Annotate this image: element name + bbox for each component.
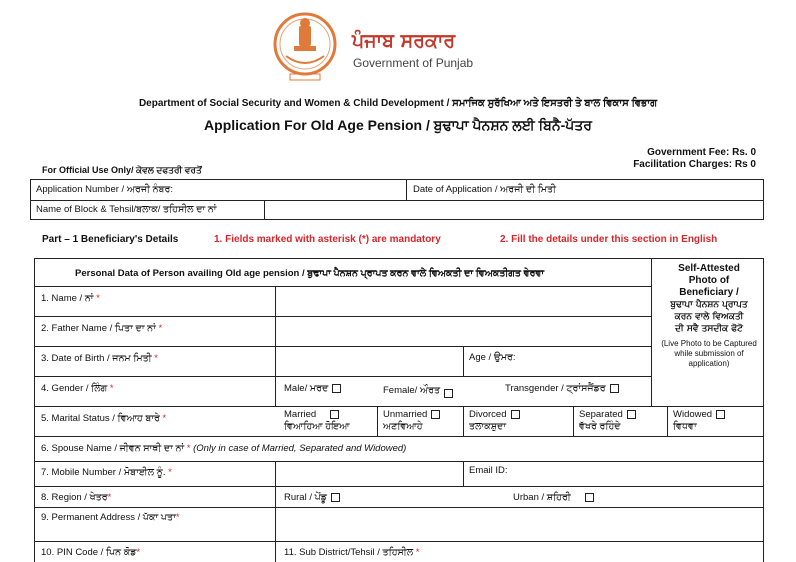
divorced-checkbox[interactable]: [511, 410, 520, 419]
gender-male-option[interactable]: Male/ ਮਰਦ: [284, 383, 341, 394]
brand-title-punjabi: ਪੰਜਾਬ ਸਰਕਾਰ: [352, 30, 456, 52]
region-label: 8. Region / ਖੇਤਰ*: [41, 492, 112, 503]
part1-heading: Part – 1 Beneficiary's Details: [42, 234, 179, 245]
married-checkbox[interactable]: [330, 410, 339, 419]
separated-option[interactable]: Separated ਵੱਖਰੇ ਰਹਿੰਦੇ: [579, 409, 636, 433]
photo-label-5: ਕਰਨ ਵਾਲੇ ਵਿਅਕਤੀ: [674, 312, 744, 322]
block-tehsil-label: Name of Block & Tehsil/ਬਲਾਕ/ ਤਹਿਸੀਲ ਦਾ ਨਾਂ: [36, 204, 217, 215]
address-field[interactable]: [278, 509, 762, 539]
pin-code-label: 10. PIN Code / ਪਿਨ ਕੋਡ*: [41, 547, 141, 558]
region-rural-option[interactable]: Rural / ਪੇਂਡੂ: [284, 492, 340, 503]
unmarried-option[interactable]: Unmarried ਅਣਵਿਆਹੇ: [383, 409, 440, 433]
photo-note: (Live Photo to be Captured while submission of application): [661, 339, 757, 368]
sub-district-label: 11. Sub District/Tehsil / ਤਹਿਸੀਲ *: [284, 547, 420, 558]
facilitation-charges: Facilitation Charges: Rs 0: [633, 159, 756, 170]
divorced-option[interactable]: Divorced ਤਲਾਕਸ਼ੁਦਾ: [469, 409, 520, 433]
urban-checkbox[interactable]: [585, 493, 594, 502]
form-title: Application For Old Age Pension / ਬੁਢਾਪਾ ਪੈਨਸ਼ਨ ਲਈ ਬਿਨੈ-ਪੱਤਰ: [204, 117, 592, 133]
widowed-option[interactable]: Widowed ਵਿਧਵਾ: [673, 409, 725, 433]
department-name: Department of Social Security and Women & Child Development / ਸਮਾਜਿਕ ਸੁਰੱਖਿਆ ਅਤੇ ਇਸਤਰੀ ਤੇ ਬਾਲ ਵਿਕਾਸ ਵਿਭਾਗ: [138, 98, 658, 109]
photo-box[interactable]: [655, 263, 763, 369]
transgender-checkbox[interactable]: [610, 384, 619, 393]
dob-field[interactable]: [278, 348, 460, 374]
separated-checkbox[interactable]: [627, 410, 636, 419]
name-label: 1. Name / ਨਾਂ *: [41, 293, 100, 304]
dob-label: 3. Date of Birth / ਜਨਮ ਮਿਤੀ *: [41, 353, 158, 364]
photo-label-6: ਦੀ ਸਵੈ ਤਸਦੀਕ ਫੋਟੋ: [675, 324, 743, 334]
father-name-label: 2. Father Name / ਪਿਤਾ ਦਾ ਨਾਂ *: [41, 323, 163, 334]
date-of-application-label: Date of Application / ਅਰਜੀ ਦੀ ਮਿਤੀ: [413, 184, 556, 195]
widowed-checkbox[interactable]: [716, 410, 725, 419]
email-label: Email ID:: [469, 465, 508, 476]
married-option[interactable]: Married ਵਿਆਹਿਆ ਹੋਇਆ: [284, 409, 350, 432]
fee-info: [633, 147, 756, 171]
block-tehsil-field[interactable]: [271, 201, 763, 219]
mandatory-note: 1. Fields marked with asterisk (*) are mandatory: [214, 234, 441, 245]
female-checkbox[interactable]: [444, 389, 453, 398]
government-emblem-logo: [272, 8, 338, 84]
photo-label-2: Photo of: [688, 275, 730, 286]
gender-label: 4. Gender / ਲਿੰਗ *: [41, 383, 114, 394]
english-note: 2. Fill the details under this section in English: [500, 234, 718, 245]
gender-female-option[interactable]: Female/ ਔਰਤ: [383, 383, 453, 398]
marital-status-label: 5. Marital Status / ਵਿਆਹ ਬਾਰੇ *: [41, 413, 167, 424]
name-field[interactable]: [278, 288, 648, 314]
rural-checkbox[interactable]: [331, 493, 340, 502]
male-checkbox[interactable]: [332, 384, 341, 393]
brand-title-english: Government of Punjab: [353, 56, 474, 70]
government-fee: Government Fee: Rs. 0: [647, 147, 756, 158]
gender-transgender-option[interactable]: Transgender / ਟ੍ਰਾਂਸਜੈਂਡਰ: [505, 383, 619, 394]
application-number-label: Application Number / ਅਰਜੀ ਨੰਬਰ:: [36, 184, 173, 195]
photo-label-1: Self-Attested: [678, 263, 740, 274]
address-label: 9. Permanent Address / ਪੱਕਾ ਪਤਾ*: [41, 512, 180, 523]
official-use-table: [30, 179, 764, 220]
spouse-name-label: 6. Spouse Name / ਜੀਵਨ ਸਾਥੀ ਦਾ ਨਾਂ * (Only in case of Married, Separated and Widowed): [41, 443, 407, 454]
official-use-label: For Official Use Only/ ਕੇਵਲ ਦਫਤਰੀ ਵਰਤੋਂ: [42, 165, 202, 175]
mobile-field[interactable]: [278, 463, 460, 484]
mobile-label: 7. Mobile Number / ਮੋਬਾਈਲ ਨੂੰ. *: [41, 467, 172, 478]
father-name-field[interactable]: [278, 318, 648, 344]
photo-label-3: Beneficiary /: [679, 287, 739, 298]
region-urban-option[interactable]: Urban / ਸ਼ਹਿਰੀ: [513, 492, 594, 503]
personal-data-heading: Personal Data of Person availing Old age pension / ਬੁਢਾਪਾ ਪੈਨਸ਼ਨ ਪ੍ਰਾਪਤ ਕਰਨ ਵਾਲੇ ਵਿਅਕਤੀ ਦਾ ਵਿਅਕਤੀਗਤ ਵੇਰਵਾ: [75, 268, 545, 279]
age-label: Age / ਉਮਰ:: [469, 352, 516, 363]
personal-data-table: [34, 258, 764, 562]
unmarried-checkbox[interactable]: [431, 410, 440, 419]
photo-label-4: ਬੁਢਾਪਾ ਪੈਨਸ਼ਨ ਪ੍ਰਾਪਤ: [670, 300, 748, 310]
